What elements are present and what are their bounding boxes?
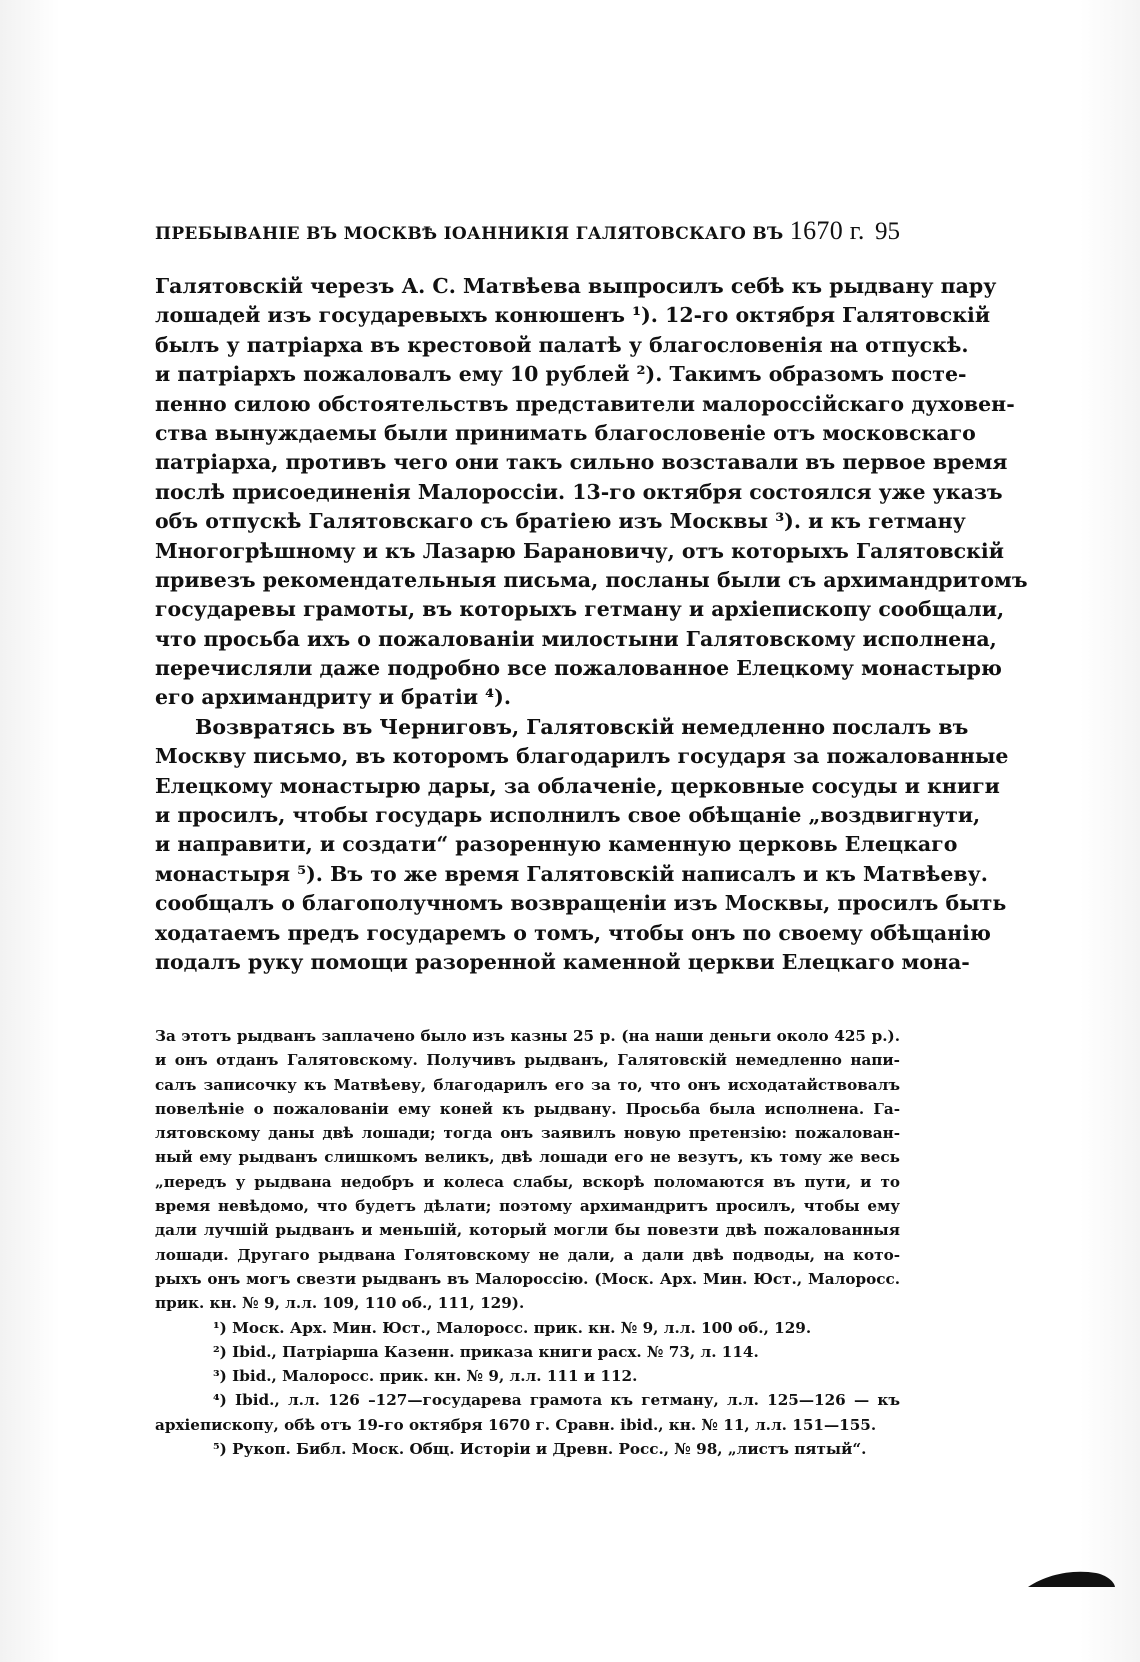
running-head-title	[155, 216, 865, 246]
footnote-line: ный ему рыдванъ слишкомъ великъ, двѣ лошади его не везутъ, къ тому же весь	[155, 1148, 900, 1167]
footnote-line: дали лучшій рыдванъ и меньшій, который могли бы повезти двѣ пожалованныя	[155, 1221, 900, 1240]
text-line: Елецкому монастырю дары, за облаченіе, церковные сосуды и книги	[155, 773, 1000, 798]
text-line: объ отпускѣ Галятовскаго съ братіею изъ Москвы ³). и къ гетману	[155, 509, 966, 534]
text-line: былъ у патріарха въ крестовой палатѣ у благословенія на отпускѣ.	[155, 332, 969, 357]
text-line: Возвратясь въ Черниговъ, Галятовскій немедленно послалъ въ	[195, 714, 969, 739]
footnote-2: ²) Ibid., Патріарша Казенн. приказа книги расх. № 73, л. 114.	[213, 1342, 759, 1361]
text-line: ходатаемъ предъ государемъ о томъ, чтобы онъ по своему обѣщанію	[155, 920, 991, 945]
footnote-line: салъ записочку къ Матвѣеву, благодарилъ его за то, что онъ исходатайствовалъ	[155, 1075, 900, 1094]
footnote-line: лятовскому даны двѣ лошади; тогда онъ заявилъ новую претензію: пожалован-	[155, 1124, 900, 1143]
text-line: Многогрѣшному и къ Лазарю Барановичу, отъ которыхъ Галятовскій	[155, 538, 1004, 563]
running-head-text: ПРЕБЫВАНІЕ ВЪ МОСКВѢ ІОАННИКІЯ ГАЛЯТОВСКАГО ВЪ	[155, 224, 784, 244]
running-head-year: 1670 г.	[789, 216, 865, 245]
footnote-line: повелѣніе о пожалованіи ему коней къ рыдвану. Просьба была исполнена. Га-	[155, 1099, 900, 1118]
footnote-line: „передъ у рыдвана недобръ и колеса слабы, вскорѣ поломаются въ пути, и то	[155, 1172, 900, 1191]
footnote-line: лошади. Другаго рыдвана Голятовскому не дали, а дали двѣ подводы, на кото-	[155, 1245, 900, 1264]
footnote-4: ⁴) Ibid., л.л. 126 –127—государева грамота къ гетману, л.л. 125—126 — къ	[213, 1391, 900, 1410]
footnote-3: ³) Ibid., Малоросс. прик. кн. № 9, л.л. 111 и 112.	[213, 1367, 638, 1386]
footnote-1: ¹) Моск. Арх. Мин. Юст., Малоросс. прик. кн. № 9, л.л. 100 об., 129.	[213, 1318, 812, 1337]
main-text	[155, 272, 1028, 977]
text-line: ства вынуждаемы были принимать благословеніе отъ московскаго	[155, 420, 976, 445]
text-line: перечисляли даже подробно все пожалованное Елецкому монастырю	[155, 656, 1002, 681]
text-line: и направити, и создати“ разоренную каменную церковь Елецкаго	[155, 832, 958, 857]
footnote-line: прик. кн. № 9, л.л. 109, 110 об., 111, 129).	[155, 1294, 525, 1313]
text-line: что просьба ихъ о пожалованіи милостыни Галятовскому исполнена,	[155, 626, 997, 651]
running-header	[155, 216, 900, 250]
text-line: пенно силою обстоятельствъ представители малороссійскаго духовен-	[155, 391, 1015, 416]
text-line: сообщалъ о благополучномъ возвращеніи изъ Москвы, просилъ быть	[155, 891, 1007, 916]
text-line: патріарха, противъ чего они такъ сильно возставали въ первое время	[155, 450, 1008, 475]
text-line: привезъ рекомендательныя письма, посланы были съ архимандритомъ	[155, 567, 1028, 592]
text-line: Галятовскій черезъ А. С. Матвѣева выпросилъ себѣ къ рыдвану пару	[155, 274, 997, 298]
text-line: монастыря ⁵). Въ то же время Галятовскій написалъ и къ Матвѣеву.	[155, 861, 988, 886]
footnote-line: За этотъ рыдванъ заплачено было изъ казны 25 р. (на наши деньги около 425 р.).	[155, 1027, 900, 1045]
footnote-5: ⁵) Рукоп. Библ. Моск. Общ. Исторіи и Древн. Росс., № 98, „листъ пятый“.	[213, 1440, 867, 1459]
footnote-4-cont: архіепископу, обѣ отъ 19-го октября 1670 г. Сравн. ibid., кн. № 11, л.л. 151—155.	[155, 1415, 877, 1434]
footnote-line: и онъ отданъ Галятовскому. Получивъ рыдванъ, Галятовскій немедленно напи-	[155, 1051, 900, 1070]
ink-blot-mark	[1026, 1567, 1116, 1589]
text-line: лошадей изъ государевыхъ конюшенъ ¹). 12-го октября Галятовскій	[155, 303, 991, 328]
text-line: государевы грамоты, въ которыхъ гетману и архіепископу сообщали,	[155, 597, 1005, 622]
text-line: и патріархъ пожаловалъ ему 10 рублей ²). Такимъ образомъ посте-	[155, 362, 967, 387]
text-line: послѣ присоединенія Малороссіи. 13-го октября состоялся уже указъ	[155, 479, 1003, 504]
page-number: 95	[875, 218, 900, 245]
footnote-line: рыхъ онъ могъ свезти рыдванъ въ Малороссію. (Моск. Арх. Мин. Юст., Малоросс.	[155, 1269, 900, 1288]
text-line: подалъ руку помощи разоренной каменной церкви Елецкаго мона-	[155, 949, 970, 974]
footnotes	[155, 1024, 900, 1461]
footnote-line: время невѣдомо, что будетъ дѣлати; поэтому архимандритъ просилъ, чтобы ему	[155, 1197, 900, 1216]
text-line: и просилъ, чтобы государь исполнилъ свое обѣщаніе „воздвигнути,	[155, 803, 981, 828]
text-line: Москву письмо, въ которомъ благодарилъ государя за пожалованные	[155, 744, 1009, 769]
text-line: его архимандриту и братіи ⁴).	[155, 685, 511, 710]
